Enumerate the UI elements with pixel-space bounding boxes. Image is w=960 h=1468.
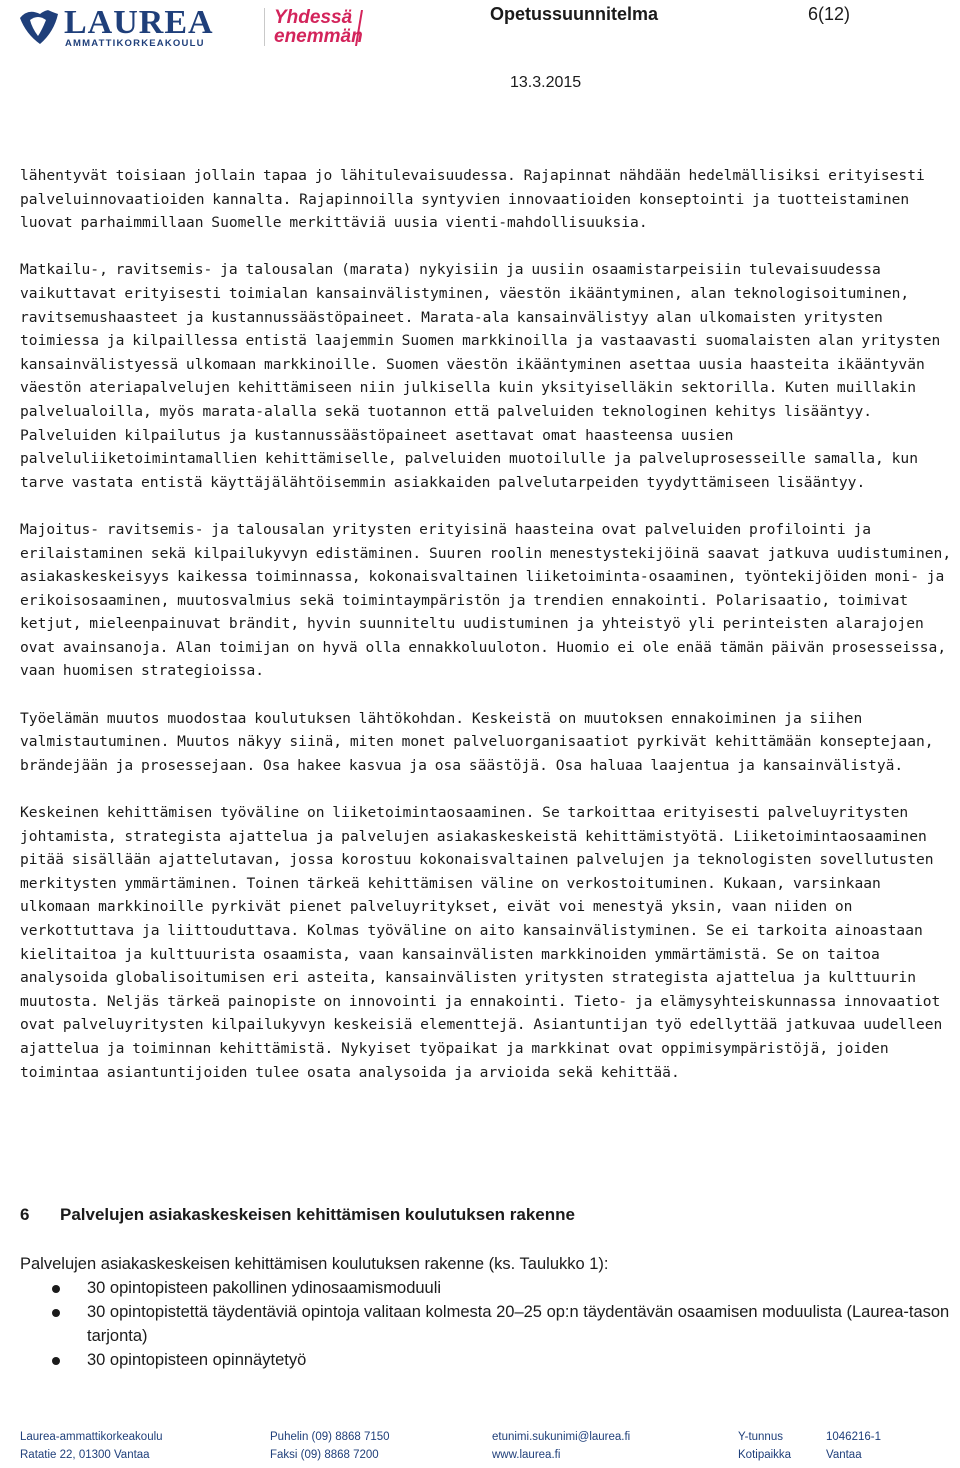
logo-wordmark: LAUREA xyxy=(64,4,214,41)
footer-registration-labels xyxy=(738,1428,791,1464)
bullet-list xyxy=(20,1276,950,1372)
footer-business-id: 1046216-1 xyxy=(826,1431,881,1443)
footer-phone xyxy=(270,1428,390,1464)
footer-domicile-label: Kotipaikka xyxy=(738,1449,792,1461)
page-footer xyxy=(20,1428,950,1464)
paragraph: Matkailu-, ravitsemis- ja talousalan (marata) nykyisiin ja uusiin osaamistarpeisiin tulevaisuudessa vaikuttavat erityisesti toimialan kansainvälistyminen, väestön ikääntyminen, alan teknologisoituminen, ravitsemushaasteet ja kustannussäästöpaineet. Marata-ala kansainvälistyy alan ulkomaisten yritysten toimiessa ja kilpaillessa entistä laajemmin Suomen markkinoilla ja vastaavasti suomalaisten alan yritysten kansainvälistyessä ulkomaan markkinoille. Suomen väestön ikääntyminen asettaa uusia haasteita ikääntyvän väestön ateriapalvelujen kehittämiseen niin julkisella kuin yksityiselläkin sektorilla. Kuten muillakin palvelualoilla, myös marata-alalla sekä tuotannon että palveluiden teknologinen kehitys lisääntyy. Palveluiden kilpailutus ja kustannussäästöpaineet asettavat omat haasteensa uusien palveluliiketoimintamallien kehittämiselle, palveluiden muotoilulle ja palveluprosesseille samalla, kun tarve vastata entistä käyttäjälähtöisemmin asiakkaiden palvelutarpeiden tyydyttämiseen lisääntyy. xyxy=(20,261,941,491)
list-item xyxy=(20,1300,950,1348)
laurea-logo xyxy=(18,4,363,49)
document-title: Opetussuunnitelma xyxy=(490,4,659,24)
footer-contact xyxy=(492,1428,630,1464)
laurea-emblem-icon xyxy=(18,6,60,46)
bullet-icon xyxy=(52,1309,60,1317)
footer-registration-values xyxy=(826,1428,881,1464)
list-item xyxy=(20,1348,950,1372)
page-header xyxy=(0,0,960,110)
slogan-line-1: Yhdessä xyxy=(274,7,353,28)
footer-email[interactable]: etunimi.sukunimi@laurea.fi xyxy=(492,1431,631,1443)
section-title: Palvelujen asiakaskeskeisen kehittämisen koulutuksen rakenne xyxy=(60,1205,575,1224)
footer-org-name: Laurea-ammattikorkeakoulu xyxy=(20,1431,163,1443)
footer-website[interactable]: www.laurea.fi xyxy=(492,1449,561,1461)
list-item xyxy=(20,1276,950,1300)
footer-phone-number: Puhelin (09) 8868 7150 xyxy=(270,1431,390,1443)
paragraph: Keskeinen kehittämisen työväline on liiketoimintaosaaminen. Se tarkoittaa erityisesti palveluyritysten johtamista, strategista ajattelua ja palvelujen asiakaskeskeistä kehittämistyötä. Liiketoimintaosaaminen pitää sisällään ajattelutavan, jossa korostuu kokonaisvaltainen palvelujen ja teknologisten sovellutusten merkitysten ymmärtäminen. Toinen tärkeä kehittämisen väline on verkostoituminen. Kukaan, varsinkaan ulkomaan markkinoille pyrkivät pienet palveluyritykset, eivät voi menestyä yksin, vaan niiden on verkottuttava ja liittouduttava. Kolmas työväline on aito kansainvälistyminen. Se ei tarkoita ainoastaan kielitaitoa ja kulttuurista osaamista, vaan kansainvälisten markkinoiden ymmärtämistä. Se on taitoa analysoida globalisoitumisen eri asteita, kansainvälisten yritysten strategista ajattelua ja kulttuurin muutosta. Neljäs tärkeä painopiste on innovointi ja ennakointi. Tieto- ja elämysyhteiskunnassa innovaatiot ovat palveluyritysten kilpailukyvyn keskeisiä elementtejä. Asiantuntijan työ edellyttää jatkuvaa uudelleen ajattelua ja toiminnan kehittämistä. Nykyiset työpaikat ja markkinat ovat oppimisympäristöjä, joiden toimintaa asiantuntijoiden tulee osata analysoida ja arvioida sekä kehittää. xyxy=(20,804,943,1081)
list-item-text: 30 opintopistettä täydentäviä opintoja valitaan kolmesta 20–25 op:n täydentävän osaamisen moduulista (Laurea-tason tarjonta) xyxy=(87,1303,950,1345)
section-heading xyxy=(20,1205,575,1225)
paragraph: Työelämän muutos muodostaa koulutuksen lähtökohdan. Keskeistä on muutoksen ennakoiminen ja siihen valmistautuminen. Muutos näkyy siinä, miten monet palveluorganisaatiot pyrkivät kehittämään konseptejaan, brändejään ja prosessejaan. Osa hakee kasvua ja osa säästöjä. Osa haluaa laajentua ja kansainvälistyä. xyxy=(20,709,934,774)
bullet-icon xyxy=(52,1285,60,1293)
slogan-stroke-icon xyxy=(354,10,364,46)
footer-address: Ratatie 22, 01300 Vantaa xyxy=(20,1449,150,1461)
section-intro: Palvelujen asiakaskeskeisen kehittämisen koulutuksen rakenne (ks. Taulukko 1): xyxy=(20,1255,609,1273)
footer-business-id-label: Y-tunnus xyxy=(738,1431,783,1443)
document-date: 13.3.2015 xyxy=(510,74,582,91)
footer-organization xyxy=(20,1428,163,1464)
logo-subtitle: AMMATTIKORKEAKOULU xyxy=(65,38,205,49)
slogan-line-2: enemmän xyxy=(274,26,363,47)
body-text xyxy=(20,164,958,1108)
paragraph: Majoitus- ravitsemis- ja talousalan yritysten erityisinä haasteina ovat palveluiden profilointi ja erilaistaminen sekä kilpailukyvyn edistäminen. Suuren roolin menestystekijöinä saavat jatkuva uudistuminen, asiakaskeskeisyys kaikessa toiminnassa, kokonaisvaltainen liiketoiminta-osaaminen, työntekijöiden moni- ja erikoisosaaminen, muutosvalmius sekä toimintaympäristön ja trendien ennakointi. Polarisaatio, toimivat ketjut, mieleenpainuvat brändit, hyvin suunniteltu uudistuminen ja yhteistyö yli perinteisten alarajojen ovat avainsanoja. Alan toimijan on hyvä olla ennakkoluuloton. Huomio ei ole enää tämän päivän prosesseissa, vaan huomisen strategioissa. xyxy=(20,520,952,680)
section-number: 6 xyxy=(20,1205,30,1224)
list-item-text: 30 opintopisteen opinnäytetyö xyxy=(87,1351,307,1369)
bullet-icon xyxy=(52,1357,60,1365)
footer-fax-number: Faksi (09) 8868 7200 xyxy=(270,1449,379,1461)
list-item-text: 30 opintopisteen pakollinen ydinosaamismoduuli xyxy=(87,1279,442,1297)
footer-domicile: Vantaa xyxy=(826,1449,862,1461)
page-number: 6(12) xyxy=(808,4,851,24)
logo-divider xyxy=(264,8,265,46)
paragraph: lähentyvät toisiaan jollain tapaa jo lähitulevaisuudessa. Rajapinnat nähdään hedelmällisiksi erityisesti palveluinnovaatioiden kannalta. Rajapinnoilla syntyvien innovaatioiden konseptointi ja tuotteistaminen luovat parhaimmillaan Suomelle merkittäviä uusia vienti-mahdollisuuksia. xyxy=(20,167,925,232)
